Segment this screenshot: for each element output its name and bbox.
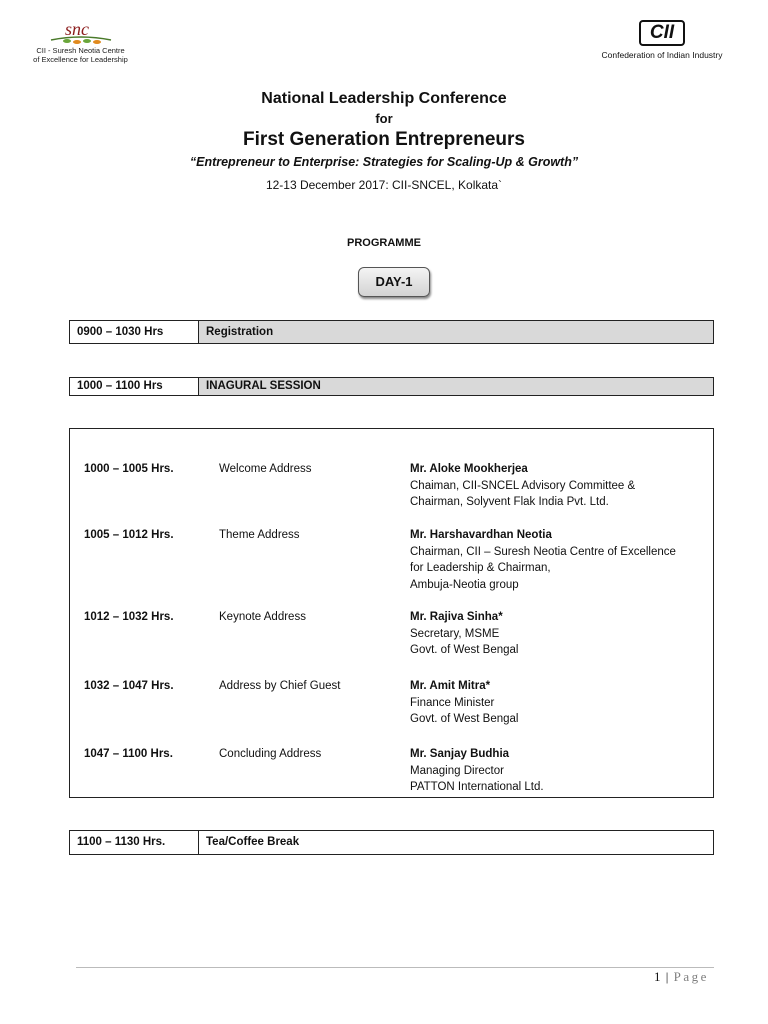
speaker-desc-line: Ambuja-Neotia group: [410, 578, 519, 591]
item-time: 1047 – 1100 Hrs.: [84, 748, 173, 760]
speaker-name: Mr. Rajiva Sinha*: [410, 611, 503, 623]
slot-time: 1000 – 1100 Hrs: [70, 378, 199, 395]
item-time: 1000 – 1005 Hrs.: [84, 463, 174, 475]
cii-logo: [584, 20, 740, 60]
item-title: Concluding Address: [219, 748, 322, 760]
speaker-desc-line: Chaiman, CII-SNCEL Advisory Committee &: [410, 479, 636, 492]
page-number: 1: [654, 969, 661, 984]
conference-tagline: “Entrepreneur to Enterprise: Strategies for Scaling-Up & Growth”: [189, 155, 579, 169]
sncel-logo: [18, 20, 143, 64]
speaker-desc-line: Govt. of West Bengal: [410, 644, 519, 656]
speaker-desc-line: Chairman, CII – Suresh Neotia Centre of Excellence: [410, 545, 676, 558]
speaker-desc-line: for Leadership & Chairman,: [410, 562, 551, 574]
speaker-desc-line: Managing Director: [410, 764, 504, 777]
slot-tea-break: [69, 830, 714, 855]
slot-time: 1100 – 1130 Hrs.: [70, 831, 199, 854]
item-speaker: [410, 746, 710, 796]
conference-name: National Leadership Conference: [261, 90, 507, 107]
slot-label: INAGURAL SESSION: [199, 378, 713, 395]
item-title: Theme Address: [219, 529, 300, 541]
speaker-name: Mr. Amit Mitra*: [410, 680, 491, 692]
speaker-name: Mr. Aloke Mookherjea: [410, 463, 528, 475]
item-speaker: [410, 461, 710, 511]
speaker-desc-line: Secretary, MSME: [410, 627, 500, 640]
item-time: 1012 – 1032 Hrs.: [84, 611, 174, 623]
slot-label: Tea/Coffee Break: [206, 836, 300, 848]
item-title: Welcome Address: [219, 463, 312, 475]
programme-heading: PROGRAMME: [347, 237, 421, 249]
page-separator: |: [665, 969, 669, 984]
speaker-desc-line: PATTON International Ltd.: [410, 781, 544, 793]
speaker-desc-line: Chairman, Solyvent Flak India Pvt. Ltd.: [410, 496, 609, 508]
footer-divider: [76, 967, 714, 968]
cii-logo-mark: CII: [639, 20, 685, 46]
item-speaker: [410, 527, 710, 593]
slot-registration: [69, 320, 714, 344]
page-footer: [654, 969, 709, 985]
item-speaker: [410, 678, 710, 728]
slot-inaugural-session: [69, 377, 714, 396]
speaker-desc-line: Finance Minister: [410, 696, 495, 709]
title-connector: for: [375, 111, 393, 126]
sncel-name-line1: CII - Suresh Neotia Centre: [36, 46, 125, 55]
item-title: Keynote Address: [219, 611, 306, 623]
slot-time: 0900 – 1030 Hrs: [70, 321, 199, 343]
item-time: 1005 – 1012 Hrs.: [84, 529, 174, 541]
sncel-name-line2: of Excellence for Leadership: [33, 55, 128, 64]
item-time: 1032 – 1047 Hrs.: [84, 680, 174, 692]
title-block: [0, 88, 768, 194]
date-venue: 12-13 December 2017: CII-SNCEL, Kolkata`: [265, 178, 503, 192]
day-1-button: DAY-1: [358, 267, 430, 297]
svg-text:snc: snc: [64, 20, 89, 39]
speaker-desc-line: Govt. of West Bengal: [410, 713, 519, 725]
speaker-name: Mr. Sanjay Budhia: [410, 748, 510, 760]
sncel-leaf-logo-icon: [45, 20, 117, 46]
item-speaker: [410, 609, 710, 659]
speaker-name: Mr. Harshavardhan Neotia: [410, 529, 552, 541]
item-title: Address by Chief Guest: [219, 680, 341, 692]
conference-subject: First Generation Entrepreneurs: [243, 129, 525, 150]
cii-name: Confederation of Indian Industry: [601, 50, 723, 60]
slot-label: Registration: [199, 321, 713, 343]
inaugural-session-details: [69, 428, 714, 798]
page-word: Page: [673, 969, 709, 984]
